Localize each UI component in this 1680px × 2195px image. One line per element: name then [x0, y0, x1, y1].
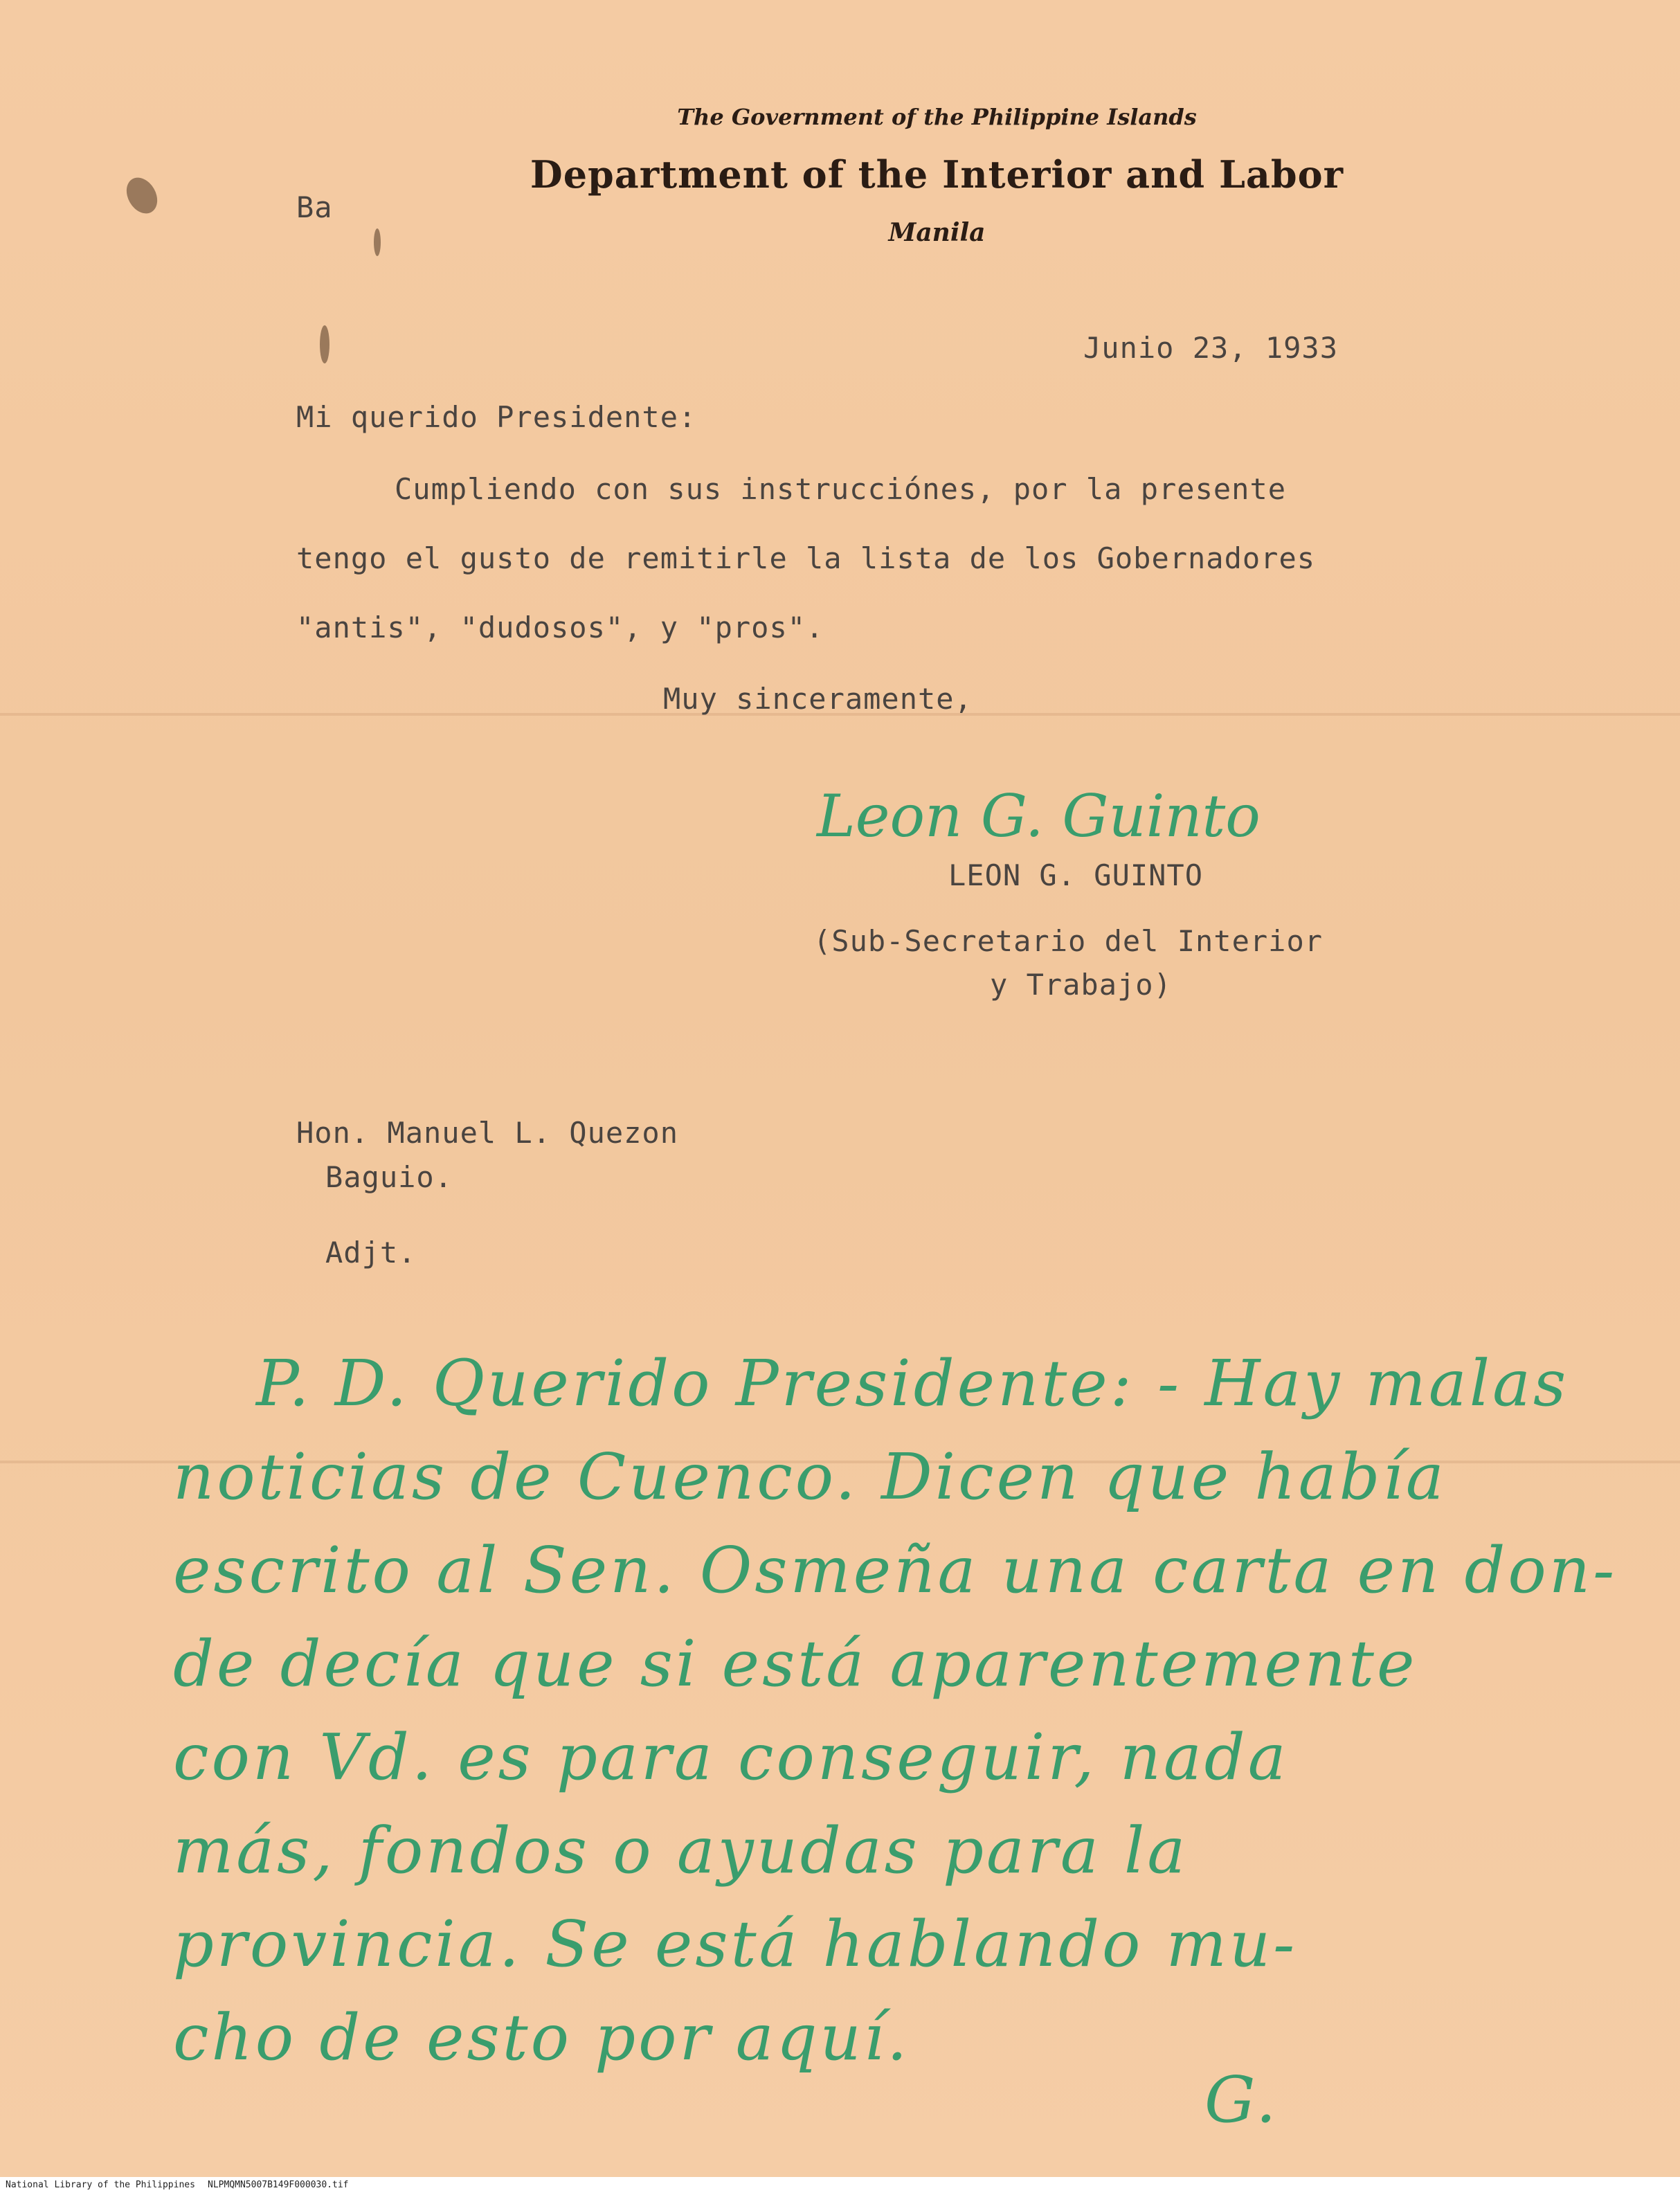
scan-footer [0, 2177, 1680, 2195]
closing: Muy sinceramente, [663, 682, 973, 716]
postscript-line: P. D. Querido Presidente: - Hay malas [256, 1346, 1569, 1420]
margin-note: Ba [296, 190, 333, 224]
footer-filename: NLPMQMN5007B149F000030.tif [208, 2180, 349, 2190]
body-line: "antis", "dudosos", y "pros". [296, 611, 824, 644]
recipient-city: Baguio. [325, 1160, 453, 1194]
body-line: Cumpliendo con sus instrucciónes, por la presente [395, 472, 1287, 506]
postscript-initial: G. [1204, 2063, 1279, 2137]
body-line: tengo el gusto de remitirle la lista de los Gobernadores [296, 541, 1316, 575]
ink-smudge [320, 325, 329, 363]
enclosure-note: Adjt. [325, 1236, 417, 1270]
letter-date: Junio 23, 1933 [1083, 331, 1339, 365]
recipient-name: Hon. Manuel L. Quezon [296, 1116, 679, 1150]
signer-title: (Sub-Secretario del Interior [813, 924, 1324, 958]
letterhead-government: The Government of the Philippine Islands [677, 104, 1197, 130]
postscript-line: de decía que si está aparentemente [173, 1627, 1418, 1701]
letterhead-city: Manila [888, 218, 986, 247]
postscript-line: provincia. Se está hablando mu- [173, 1907, 1298, 1981]
salutation: Mi querido Presidente: [296, 400, 697, 434]
postscript-line: con Vd. es para conseguir, nada [173, 1720, 1289, 1794]
letterhead-department: Department of the Interior and Labor [530, 152, 1344, 197]
postscript-line: noticias de Cuenco. Dicen que había [173, 1440, 1447, 1514]
handwritten-signature: Leon G. Guinto [817, 782, 1261, 850]
footer-library: National Library of the Philippines [6, 2180, 195, 2190]
postscript-line: escrito al Sen. Osmeña una carta en don- [173, 1533, 1618, 1607]
postscript-line: cho de esto por aquí. [173, 2000, 910, 2075]
signer-title: y Trabajo) [990, 968, 1172, 1002]
postscript-line: más, fondos o ayudas para la [173, 1814, 1189, 1888]
signer-name: LEON G. GUINTO [948, 858, 1204, 892]
